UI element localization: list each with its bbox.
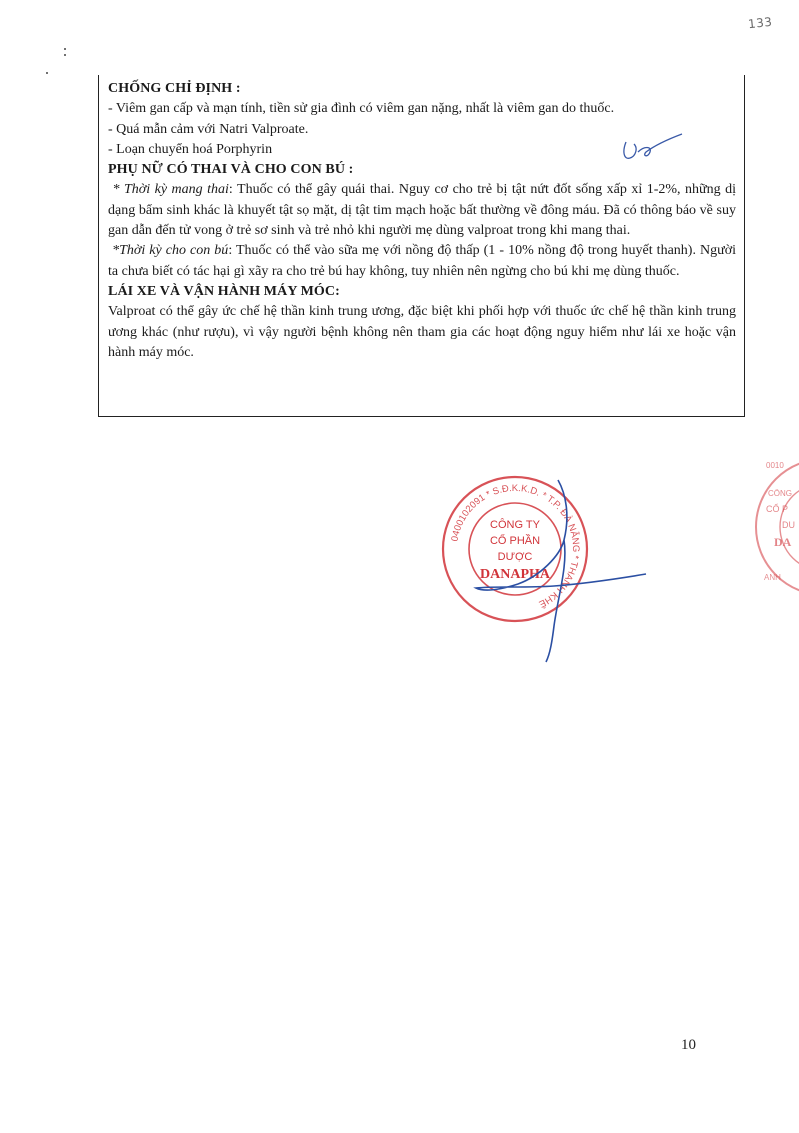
contraindication-item: - Viêm gan cấp và mạn tính, tiền sử gia đình có viêm gan nặng, nhất là viêm gan do thuốc.: [108, 101, 615, 117]
breastfeeding-label: *Thời kỳ cho con bú: [112, 243, 229, 259]
breastfeeding-paragraph: [108, 241, 736, 282]
partial-stamp-line-3: CỔ P: [766, 504, 789, 514]
signature-stroke: [476, 480, 646, 662]
initials-stroke: [624, 134, 682, 158]
pregnancy-label: * Thời kỳ mang thai: [112, 182, 229, 198]
stamp-line-2: CỔ PHẦN: [489, 535, 541, 547]
contraindications-heading: CHỐNG CHỈ ĐỊNH :: [108, 81, 241, 96]
stamp-ring-text: 0400102091 * S.Đ.K.K.D. * T.P. ĐÀ NẴNG * THANH KHÊ: [449, 482, 582, 610]
signature: [470, 476, 650, 666]
margin-dots: [40, 44, 74, 78]
partial-stamp-line-5: DA: [774, 535, 792, 549]
driving-heading: LÁI XE VÀ VẬN HÀNH MÁY MÓC:: [108, 283, 340, 299]
partial-stamp: [752, 452, 799, 602]
partial-stamp-line-1: 0010: [766, 461, 784, 470]
stamp-line-4: DANAPHA: [480, 567, 550, 582]
stamp-line-1: CÔNG TY: [490, 519, 540, 531]
stamp-line-3: DƯỢC: [497, 551, 533, 563]
contraindication-item: - Quá mẫn cảm với Natri Valproate.: [108, 121, 309, 137]
page-number: 10: [681, 1037, 696, 1053]
pregnancy-text: : Thuốc có thể gây quái thai. Nguy cơ cho trẻ bị tật nứt đốt sống xấp xỉ 1-2%, những dị dạng bẩm sinh khác là khuyết tật sọ mặt, dị tật tim mạch hoặc bất thường về đông máu. Đã có thông báo về suy gan dẫn đến tử vong ở trẻ sơ sinh và trẻ nhỏ khi người mẹ dùng valproat trong khi mang thai.: [108, 182, 737, 239]
initials-signature: [608, 112, 688, 172]
pregnancy-heading: PHỤ NỮ CÓ THAI VÀ CHO CON BÚ :: [108, 162, 354, 178]
pregnancy-paragraph: [108, 180, 736, 241]
page-corner-mark: 133: [747, 14, 774, 32]
driving-paragraph: Valproat có thể gây ức chế hệ thần kinh trung ương, đặc biệt khi phối hợp với thuốc ức chế hệ thần kinh trung ương khác (như rượu), vì vậy người bệnh không nên tham gia các hoạt động nguy hiểm như lái xe hoặc vận hành máy móc.: [108, 304, 736, 360]
partial-stamp-line-4: DU: [782, 520, 795, 530]
breastfeeding-text: : Thuốc có thể vào sữa mẹ với nồng độ thấp (1 - 10% nồng độ trong huyết thanh). Người ta chưa biết có tác hại gì xãy ra cho trẻ bú hay không, tuy nhiên nên ngừng cho bú khi mẹ dùng thuốc.: [108, 243, 736, 279]
partial-stamp-line-2: CÔNG: [768, 489, 792, 498]
partial-stamp-line-6: ANH: [764, 573, 781, 582]
contraindication-item: - Loạn chuyển hoá Porphyrin: [108, 141, 273, 157]
